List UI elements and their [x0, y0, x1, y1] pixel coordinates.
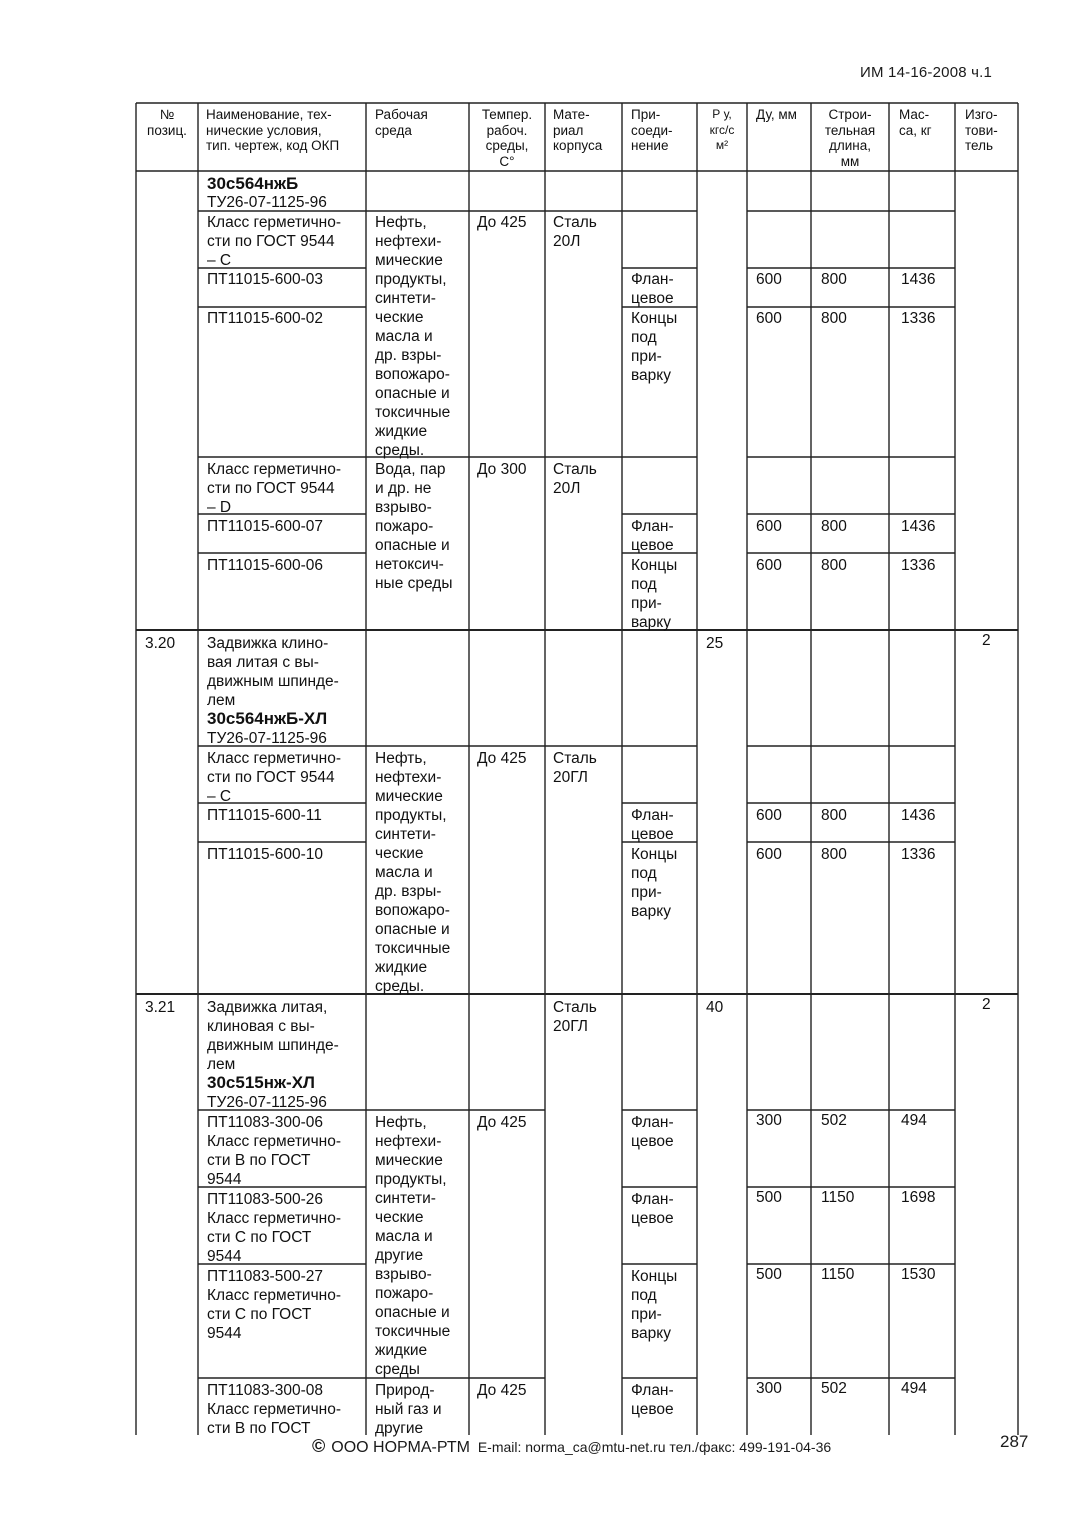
connection-type: Концы под при- варку — [631, 310, 678, 384]
product-title: Задвижка клино- вая литая с вы- движным шпинде- лем — [207, 635, 339, 709]
body-material: Сталь 20ГЛ — [553, 750, 597, 786]
col-header-temp: Темпер. рабоч. среды, С° — [481, 107, 533, 169]
face-length: 800 — [821, 557, 847, 574]
face-length: 1150 — [821, 1189, 855, 1206]
col-header-material: Мате- риал корпуса — [553, 107, 603, 153]
temperature: До 425 — [477, 750, 527, 767]
temperature: До 425 — [477, 1382, 527, 1399]
face-length: 800 — [821, 271, 847, 288]
part-number: ПТ11015-600-10 — [207, 846, 323, 863]
col-header-maker: Изго- тови- тель — [965, 107, 998, 153]
body-material: Сталь 20ГЛ — [553, 999, 597, 1035]
mass: 494 — [901, 1112, 927, 1129]
mass: 1336 — [901, 846, 936, 863]
mass: 1336 — [901, 310, 936, 327]
nominal-diameter: 600 — [756, 271, 782, 288]
nominal-diameter: 600 — [756, 310, 782, 327]
nominal-diameter: 600 — [756, 518, 782, 535]
footer-contacts: E-mail: norma_ca@mtu-net.ru тел./факс: 499-191-04-36 — [477, 1439, 832, 1455]
nominal-diameter: 600 — [756, 846, 782, 863]
part-number: ПТ11015-600-03 — [207, 271, 323, 288]
mass: 1436 — [901, 518, 936, 535]
part-number: ПТ11015-600-07 — [207, 518, 323, 535]
col-header-mass: Мас- са, кг — [899, 107, 932, 138]
manufacturer: 2 — [982, 632, 991, 649]
body-material: Сталь 20Л — [553, 461, 597, 497]
model-name: 30с564нжБ-ХЛ — [207, 709, 328, 728]
mass: 1336 — [901, 557, 936, 574]
working-medium: Нефть, нефтехи- мические продукты, синтети- ческие масла и др. взры- вопожаро- опасные и токсичные жидкие среды. — [375, 214, 451, 459]
temperature: До 425 — [477, 1114, 527, 1131]
body-material: Сталь 20Л — [553, 214, 597, 250]
mass: 1436 — [901, 271, 936, 288]
nominal-diameter: 300 — [756, 1112, 782, 1129]
col-header-connection: При- соеди- нение — [631, 107, 673, 153]
temperature: До 425 — [477, 214, 527, 231]
part-number: ПТ11015-600-02 — [207, 310, 323, 327]
position-number: 3.21 — [145, 999, 176, 1016]
connection-type: Флан- цевое — [631, 1114, 674, 1150]
part-number: ПТ11083-300-06 Класс герметично- сти В по ГОСТ 9544 — [207, 1114, 341, 1188]
face-length: 800 — [821, 518, 847, 535]
manufacturer: 2 — [982, 996, 991, 1013]
part-number: ПТ11083-500-27 Класс герметично- сти С по ГОСТ 9544 — [207, 1268, 341, 1342]
connection-type: Флан- цевое — [631, 271, 674, 307]
page-number: 287 — [1000, 1432, 1029, 1451]
tech-spec: ТУ26-07-1125-96 — [207, 194, 327, 211]
tech-spec: ТУ26-07-1125-96 — [207, 1094, 327, 1111]
document-code: ИМ 14-16-2008 ч.1 — [860, 64, 993, 81]
page-footer — [312, 1436, 831, 1457]
face-length: 502 — [821, 1380, 847, 1397]
col-header-medium: Рабочая среда — [375, 107, 428, 138]
col-header-dn: Ду, мм — [756, 107, 797, 122]
working-medium: Нефть, нефтехи- мические продукты, синтети- ческие масла и другие взрыво- пожаро- опасные и токсичные жидкие среды — [375, 1114, 451, 1378]
connection-type: Концы под при- варку — [631, 846, 678, 920]
nominal-pressure: 40 — [706, 999, 724, 1016]
copyright-icon: © — [312, 1436, 326, 1456]
tightness-class: Класс герметично- сти по ГОСТ 9544 – С — [207, 214, 341, 269]
tightness-class: Класс герметично- сти по ГОСТ 9544 – С — [207, 750, 341, 805]
footer-org: ООО НОРМА-РТМ — [331, 1439, 470, 1456]
col-header-pos: № позиц. — [147, 107, 187, 138]
nominal-diameter: 500 — [756, 1266, 782, 1283]
model-name: 30с564нжБ — [207, 174, 299, 193]
nominal-pressure: 25 — [706, 635, 724, 652]
mass: 494 — [901, 1380, 927, 1397]
face-length: 800 — [821, 310, 847, 327]
col-header-pressure: Р у, кгс/с м² — [709, 107, 735, 152]
face-length: 502 — [821, 1112, 847, 1129]
tech-spec: ТУ26-07-1125-96 — [207, 730, 327, 747]
part-number: ПТ11015-600-11 — [207, 807, 322, 824]
col-header-name: Наименование, тех- нические условия, тип. чертеж, код ОКП — [206, 107, 340, 153]
mass: 1530 — [901, 1266, 936, 1283]
nominal-diameter: 500 — [756, 1189, 782, 1206]
part-number: ПТ11015-600-06 — [207, 557, 323, 574]
position-number: 3.20 — [145, 635, 176, 652]
working-medium: Нефть, нефтехи- мические продукты, синтети- ческие масла и др. взры- вопожаро- опасные и токсичные жидкие среды. — [375, 750, 451, 995]
nominal-diameter: 300 — [756, 1380, 782, 1397]
face-length: 1150 — [821, 1266, 855, 1283]
part-number: ПТ11083-300-08 Класс герметично- сти В по ГОСТ — [207, 1382, 341, 1437]
nominal-diameter: 600 — [756, 807, 782, 824]
part-number: ПТ11083-500-26 Класс герметично- сти С по ГОСТ 9544 — [207, 1191, 341, 1265]
connection-type: Концы под при- варку — [631, 557, 678, 631]
temperature: До 300 — [477, 461, 527, 478]
connection-type: Флан- цевое — [631, 807, 674, 843]
face-length: 800 — [821, 807, 847, 824]
connection-type: Флан- цевое — [631, 1191, 674, 1227]
mass: 1436 — [901, 807, 936, 824]
product-title: Задвижка литая, клиновая с вы- движным шпинде- лем — [207, 999, 339, 1073]
tightness-class: Класс герметично- сти по ГОСТ 9544 – D — [207, 461, 341, 516]
connection-type: Флан- цевое — [631, 1382, 674, 1418]
model-name: 30с515нж-ХЛ — [207, 1073, 315, 1092]
connection-type: Концы под при- варку — [631, 1268, 678, 1342]
mass: 1698 — [901, 1189, 936, 1206]
face-length: 800 — [821, 846, 847, 863]
col-header-length: Строи- тельная длина, мм — [824, 107, 876, 169]
nominal-diameter: 600 — [756, 557, 782, 574]
connection-type: Флан- цевое — [631, 518, 674, 554]
working-medium: Природ- ный газ и другие — [375, 1382, 442, 1437]
working-medium: Вода, пар и др. не взрыво- пожаро- опасные и нетоксич- ные среды — [375, 461, 453, 592]
